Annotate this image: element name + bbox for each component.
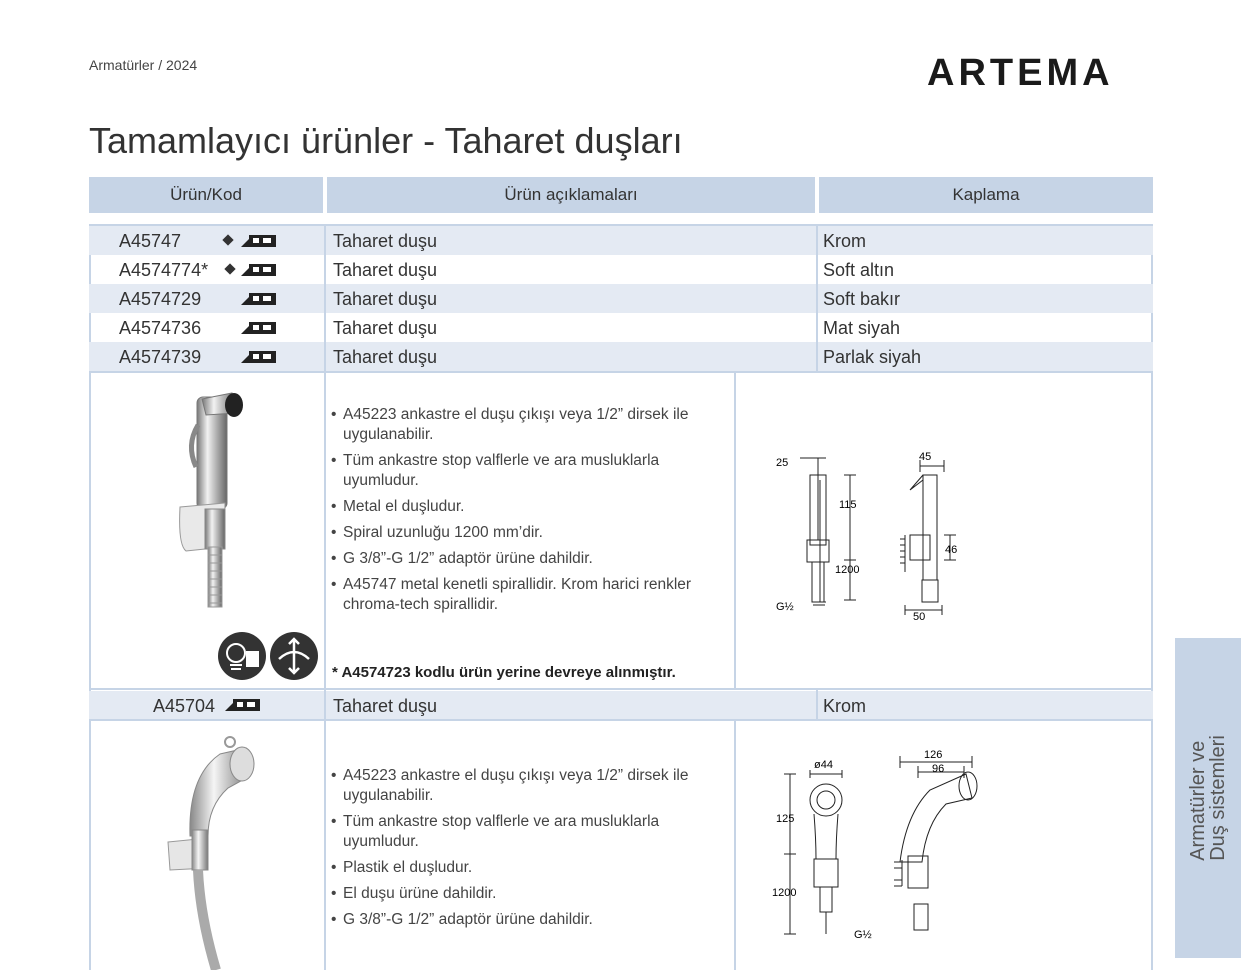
product-description: Taharet duşu xyxy=(333,260,438,280)
product-finish: Parlak siyah xyxy=(823,347,922,367)
table-row xyxy=(89,284,1153,313)
feature-item: • Plastik el duşludur. xyxy=(331,858,728,878)
section-side-line: Armatürler ve xyxy=(1187,740,1209,861)
product-description: Taharet duşu xyxy=(333,696,438,716)
product-tag-icon xyxy=(241,263,277,277)
table-row xyxy=(89,313,1153,342)
dimension-label: 125 xyxy=(776,813,795,825)
column-header-description: Ürün açıklamaları xyxy=(327,177,815,213)
product-code: A4574736 xyxy=(119,318,202,338)
dimension-label: 25 xyxy=(776,457,789,469)
column-divider xyxy=(734,720,736,970)
row-divider xyxy=(89,371,1153,373)
product-description: Taharet duşu xyxy=(333,347,438,367)
table-row xyxy=(89,226,1153,255)
product-finish: Soft altın xyxy=(823,260,895,280)
section-side-label xyxy=(1188,735,1228,861)
product-code: A45747 xyxy=(119,231,182,251)
section-side-tab xyxy=(1175,638,1241,958)
brand-logo: ARTEMA xyxy=(927,52,1114,94)
feature-item: • Tüm ankastre stop valflerle ve ara musluklarla uyumludur. xyxy=(331,451,728,491)
diamond-icon xyxy=(224,263,235,274)
feature-item: • Metal el duşludur. xyxy=(331,497,728,517)
diamond-icon xyxy=(222,234,233,245)
feature-list xyxy=(331,405,728,621)
column-header-finish: Kaplama xyxy=(819,177,1153,213)
dimension-label: 45 xyxy=(919,451,932,463)
dimension-label: 46 xyxy=(945,544,958,556)
product-code: A4574739 xyxy=(119,347,202,367)
breadcrumb: Armatürler / 2024 xyxy=(89,57,198,73)
thermostatic-icon xyxy=(217,631,267,681)
product-tag-icon xyxy=(225,698,261,712)
feature-item: • G 3/8”-G 1/2” adaptör ürüne dahildir. xyxy=(331,910,728,930)
product-tag-icon xyxy=(241,234,277,248)
feature-list xyxy=(331,766,728,936)
feature-item: • A45223 ankastre el duşu çıkışı veya 1/2” dirsek ile uygulanabilir. xyxy=(331,405,728,445)
bidet-shower-image xyxy=(150,736,260,970)
dimension-label: 126 xyxy=(924,749,943,761)
product-description: Taharet duşu xyxy=(333,318,438,338)
feature-item: • Spiral uzunluğu 1200 mm’dir. xyxy=(331,523,728,543)
row-divider xyxy=(89,719,1153,721)
product-tag-icon xyxy=(241,321,277,335)
column-header-code: Ürün/Kod xyxy=(89,177,323,213)
bidet-shower-image xyxy=(150,385,260,610)
feature-item: • El duşu ürüne dahildir. xyxy=(331,884,728,904)
product-description: Taharet duşu xyxy=(333,231,438,251)
dimension-label: 50 xyxy=(913,611,926,623)
column-divider xyxy=(324,224,326,970)
product-tag-icon xyxy=(241,350,277,364)
product-code: A4574774* xyxy=(119,260,209,280)
dimension-label: 115 xyxy=(839,499,857,511)
product-finish: Soft bakır xyxy=(823,289,901,309)
product-code: A45704 xyxy=(153,696,216,716)
table-row xyxy=(89,691,1153,720)
dimension-label: G½ xyxy=(776,601,794,613)
product-description: Taharet duşu xyxy=(333,289,438,309)
product-finish: Krom xyxy=(823,231,867,251)
row-divider xyxy=(89,688,1153,690)
dimension-label: 96 xyxy=(932,763,945,775)
dimension-label: 1200 xyxy=(772,887,797,899)
product-finish: Mat siyah xyxy=(823,318,901,338)
page-title: Tamamlayıcı ürünler - Taharet duşları xyxy=(89,120,683,161)
feature-item: • A45223 ankastre el duşu çıkışı veya 1/2” dirsek ile uygulanabilir. xyxy=(331,766,728,806)
technical-drawing xyxy=(760,440,980,630)
table-row xyxy=(89,342,1153,371)
table-row xyxy=(89,255,1153,284)
product-finish: Krom xyxy=(823,696,867,716)
section-side-line: Duş sistemleri xyxy=(1207,735,1229,861)
dimension-label: G½ xyxy=(854,929,872,941)
product-tag-icon xyxy=(241,292,277,306)
replacement-note: * A4574723 kodlu ürün yerine devreye alınmıştır. xyxy=(332,664,676,681)
feature-item: • G 3/8”-G 1/2” adaptör ürüne dahildir. xyxy=(331,549,728,569)
feature-item: • Tüm ankastre stop valflerle ve ara musluklarla uyumludur. xyxy=(331,812,728,852)
column-divider xyxy=(816,689,818,720)
column-divider xyxy=(816,224,818,372)
product-code: A4574729 xyxy=(119,289,202,309)
swivel-icon xyxy=(269,631,319,681)
column-divider xyxy=(734,372,736,689)
dimension-label: ø44 xyxy=(814,759,833,771)
dimension-label: 1200 xyxy=(835,564,860,576)
feature-item: • A45747 metal kenetli spirallidir. Krom harici renkler chroma-tech spirallidir. xyxy=(331,575,728,615)
technical-drawing xyxy=(770,744,990,944)
